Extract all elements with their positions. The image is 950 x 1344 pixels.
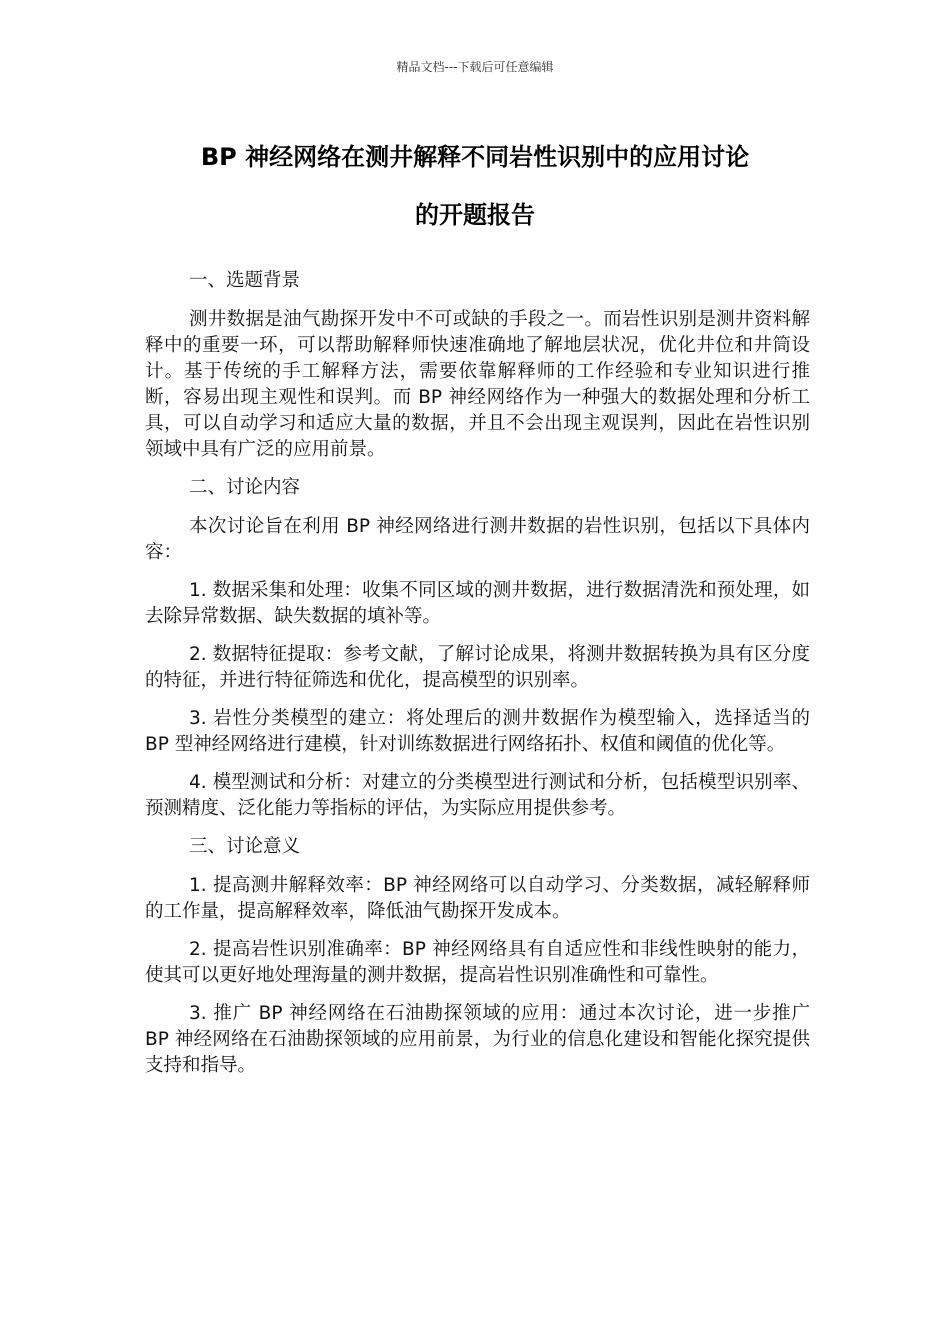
list-item-content-3: 3. 岩性分类模型的建立：将处理后的测井数据作为模型输入，选择适当的 BP 型神经网络进行建模，针对训练数据进行网络拓扑、权值和阈值的优化等。	[145, 708, 810, 755]
list-item-significance-1: 1. 提高测井解释效率：BP 神经网络可以自动学习、分类数据，减轻解释师的工作量，提高解释效率，降低油气勘探开发成本。	[145, 875, 810, 922]
section-heading-content: 二、讨论内容	[189, 477, 301, 498]
paragraph-background: 测井数据是油气勘探开发中不可或缺的手段之一。而岩性识别是测井资料解释中的重要一环，可以帮助解释师快速准确地了解地层状况，优化井位和井筒设计。基于传统的手工解释方法，需要依靠解释师的工作经验和专业知识进行推断，容易出现主观性和误判。而 BP 神经网络作为一种强大的数据处理和分析工具，可以自动学习和适应大量的数据，并且不会出现主观误判，因此在岩性识别领域中具有广泛的应用前景。	[145, 309, 810, 460]
list-item-content-2: 2. 数据特征提取：参考文献，了解讨论成果，将测井数据转换为具有区分度的特征，并进行特征筛选和优化，提高模型的识别率。	[145, 644, 810, 691]
section-heading-background: 一、选题背景	[189, 270, 301, 291]
document-body	[145, 268, 810, 1091]
list-item-content-1: 1. 数据采集和处理：收集不同区域的测井数据，进行数据清洗和预处理，如去除异常数据、缺失数据的填补等。	[145, 580, 810, 627]
list-item-significance-3: 3. 推广 BP 神经网络在石油勘探领域的应用：通过本次讨论，进一步推广 BP 神经网络在石油勘探领域的应用前景，为行业的信息化建设和智能化探究提供支持和指导。	[145, 1003, 810, 1076]
list-item-significance-2: 2. 提高岩性识别准确率：BP 神经网络具有自适应性和非线性映射的能力，使其可以更好地处理海量的测井数据，提高岩性识别准确性和可靠性。	[145, 939, 810, 986]
page-header: 精品文档---下载后可任意编辑	[396, 60, 554, 74]
section-heading-significance: 三、讨论意义	[189, 836, 301, 857]
list-item-content-4: 4. 模型测试和分析：对建立的分类模型进行测试和分析，包括模型识别率、预测精度、泛化能力等指标的评估，为实际应用提供参考。	[145, 772, 810, 819]
title-line-1: BP 神经网络在测井解释不同岩性识别中的应用讨论	[200, 143, 750, 171]
paragraph-content-intro: 本次讨论旨在利用 BP 神经网络进行测井数据的岩性识别，包括以下具体内容：	[145, 516, 810, 563]
document-title	[140, 128, 810, 244]
title-line-2: 的开题报告	[415, 201, 535, 229]
